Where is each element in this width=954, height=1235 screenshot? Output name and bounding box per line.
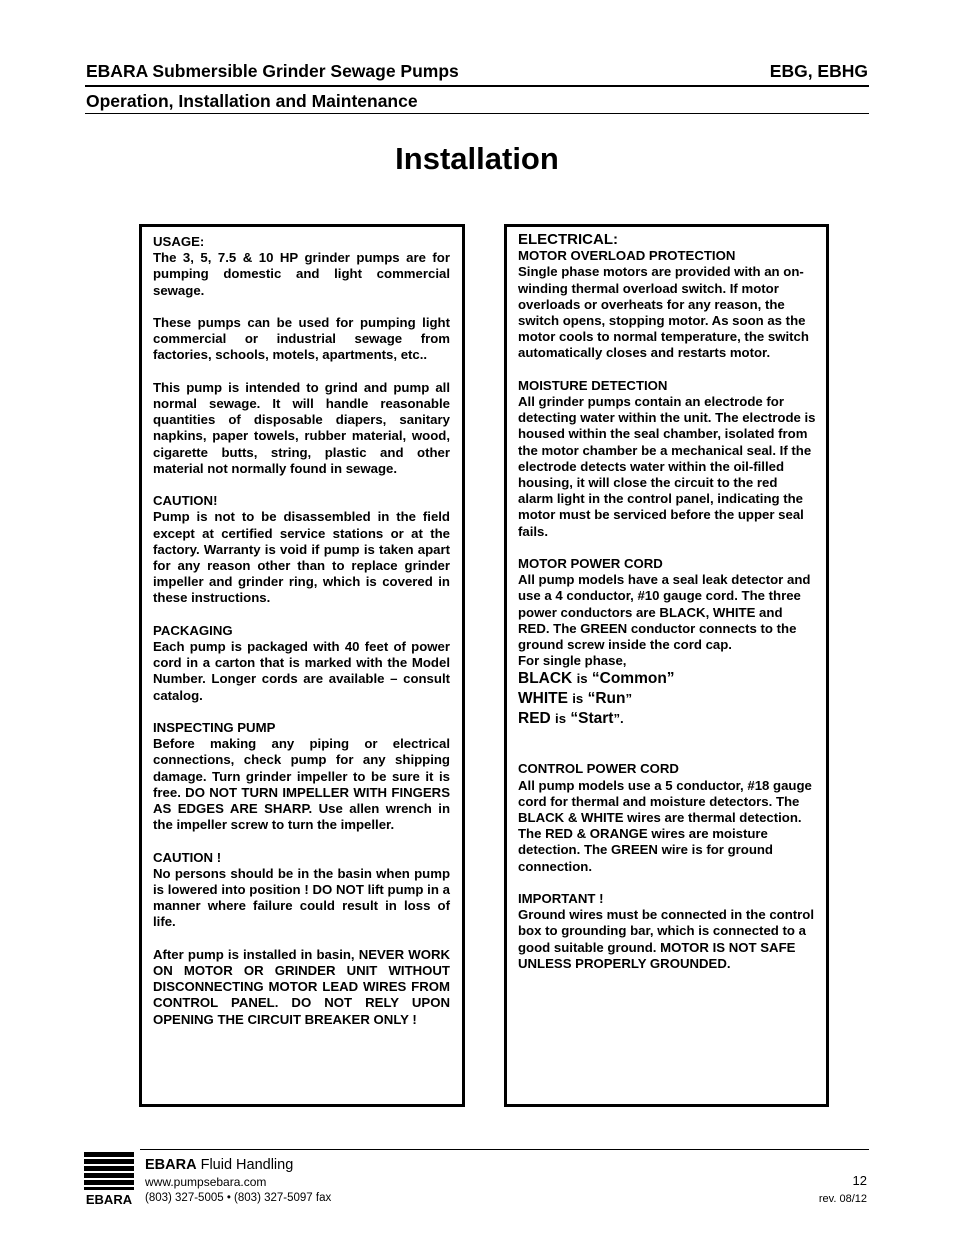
- usage-section: [153, 234, 450, 299]
- moisture-text: All grinder pumps contain an electrode for detecting water within the unit. The electrode is housed within the seal chamber, isolated from the motor chamber be a mechanical seal. If the electrode detects water within the oil-filled housing, it will close the circuit to the red alarm light in the control panel, indicating the motor must be serviced before the upper seal fails.: [518, 394, 816, 539]
- commercial-paragraph: These pumps can be used for pumping light commercial or industrial sewage from factories, schools, motels, apartments, etc..: [153, 315, 450, 363]
- control-cord-section: [518, 761, 816, 874]
- power-cord-heading: MOTOR POWER CORD: [518, 556, 663, 572]
- usage-heading: USAGE:: [153, 234, 205, 249]
- wire-role: “Start: [570, 710, 614, 728]
- wire-role: “Common”: [591, 670, 675, 688]
- grind-paragraph: This pump is intended to grind and pump all normal sewage. It will handle reasonable quantities of disposable diapers, sanitary napkins, paper towels, rubber material, wood, cigarette butts, string, plastic and other material not normally found in sewage.: [153, 379, 450, 476]
- caution-lowering-text: No persons should be in the basin when pump is lowered into position ! DO NOT lift pump in a manner where failure could result in loss of life.: [153, 865, 450, 930]
- control-cord-heading: CONTROL POWER CORD: [518, 761, 679, 777]
- disconnect-warning: After pump is installed in basin, NEVER WORK ON MOTOR OR GRINDER UNIT WITHOUT DISCONNECTING MOTOR LEAD WIRES FROM CONTROL PANEL. DO NOT RELY UPON OPENING THE CIRCUIT BREAKER ONLY !: [153, 946, 450, 1027]
- wire-line-white: [518, 689, 816, 709]
- header-subtitle: Operation, Installation and Maintenance: [86, 91, 418, 111]
- company-suffix: Fluid Handling: [196, 1157, 294, 1173]
- left-info-box: [139, 224, 465, 1107]
- packaging-heading: PACKAGING: [153, 622, 233, 638]
- page-number: 12: [852, 1173, 867, 1188]
- footer-phone: (803) 327-5005 • (803) 327-5097 fax: [145, 1192, 332, 1204]
- wire-role: “Run: [587, 690, 626, 708]
- caution-section: [153, 493, 450, 606]
- inspecting-text: Before making any piping or electrical connections, check pump for any shipping damage. Turn grinder impeller to be sure it is free. DO NOT TURN IMPELLER WITH FINGERS AS EDGES ARE SHARP. Use allen wrench in the impeller screw to turn the impeller.: [153, 736, 450, 833]
- inspecting-section: [153, 720, 450, 833]
- footer-website[interactable]: www.pumpsebara.com: [145, 1175, 267, 1189]
- caution-heading: CAUTION!: [153, 493, 218, 509]
- overload-heading: MOTOR OVERLOAD PROTECTION: [518, 248, 736, 264]
- moisture-heading: MOISTURE DETECTION: [518, 377, 668, 393]
- overload-text: Single phase motors are provided with an on-winding thermal overload switch. If motor overloads or overheats for any reason, the switch opens, stopping motor. As soon as the motor cools to normal temperature, the switch automatically closes and restarts motor.: [518, 264, 809, 361]
- right-info-box: [504, 224, 829, 1107]
- logo-text: EBARA: [85, 1192, 133, 1206]
- packaging-text: Each pump is packaged with 40 feet of power cord in a carton that is marked with the Model Number. Longer cords are available – consult catalog.: [153, 639, 450, 703]
- footer-company: [145, 1157, 293, 1173]
- wire-is: is: [572, 691, 584, 707]
- wire-color: BLACK: [518, 670, 573, 688]
- single-phase-label: For single phase,: [518, 653, 627, 669]
- header-title: EBARA Submersible Grinder Sewage Pumps: [86, 61, 459, 81]
- overload-section: [518, 248, 816, 361]
- power-cord-section: [518, 556, 816, 669]
- power-cord-text: All pump models have a seal leak detector and use a 4 conductor, #10 gauge cord. The three power conductors are BLACK, WHITE and RED. The GREEN conductor connects to the ground screw inside the cord cap.: [518, 572, 811, 653]
- caution-lowering-heading: CAUTION !: [153, 849, 222, 865]
- control-cord-text: All pump models use a 5 conductor, #18 gauge cord for thermal and moisture detectors. The BLACK & WHITE wires are thermal detection. The RED & ORANGE wires are moisture detection. The GREEN wire is for ground connection.: [518, 777, 812, 874]
- ebara-logo-icon: [84, 1152, 134, 1206]
- revision-date: rev. 08/12: [818, 1193, 867, 1205]
- usage-text: The 3, 5, 7.5 & 10 HP grinder pumps are for pumping domestic and light commercial sewage.: [153, 250, 450, 298]
- important-text: Ground wires must be connected in the control box to grounding bar, which is connected to a good suitable ground. MOTOR IS NOT SAFE UNLESS PROPERLY GROUNDED.: [518, 907, 815, 971]
- header-models: EBG, EBHG: [769, 61, 868, 81]
- page-title: Installation: [395, 141, 559, 176]
- company-brand: EBARA: [145, 1157, 197, 1173]
- wire-line-black: [518, 669, 816, 689]
- caution-lowering-section: [153, 850, 450, 931]
- important-heading: IMPORTANT !: [518, 891, 604, 907]
- moisture-section: [518, 378, 816, 540]
- electrical-heading: ELECTRICAL:: [518, 231, 618, 248]
- wire-end: ”: [625, 691, 633, 707]
- wire-is: is: [555, 711, 567, 727]
- document-subheader: [85, 89, 869, 114]
- inspecting-heading: INSPECTING PUMP: [153, 720, 276, 736]
- caution-text: Pump is not to be disassembled in the field except at certified service stations or at the factory. Warranty is void if pump is taken apart for any reason other than to replace grinder impeller and grinder ring, which is covered in these instructions.: [153, 509, 450, 606]
- wire-line-red: [518, 709, 816, 729]
- important-section: [518, 891, 816, 972]
- wire-color: WHITE: [518, 690, 568, 708]
- wire-is: is: [576, 671, 588, 687]
- footer-divider: [140, 1149, 869, 1150]
- wire-end: ”.: [613, 711, 624, 727]
- wire-color: RED: [518, 710, 551, 728]
- document-header: [85, 60, 869, 87]
- packaging-section: [153, 623, 450, 704]
